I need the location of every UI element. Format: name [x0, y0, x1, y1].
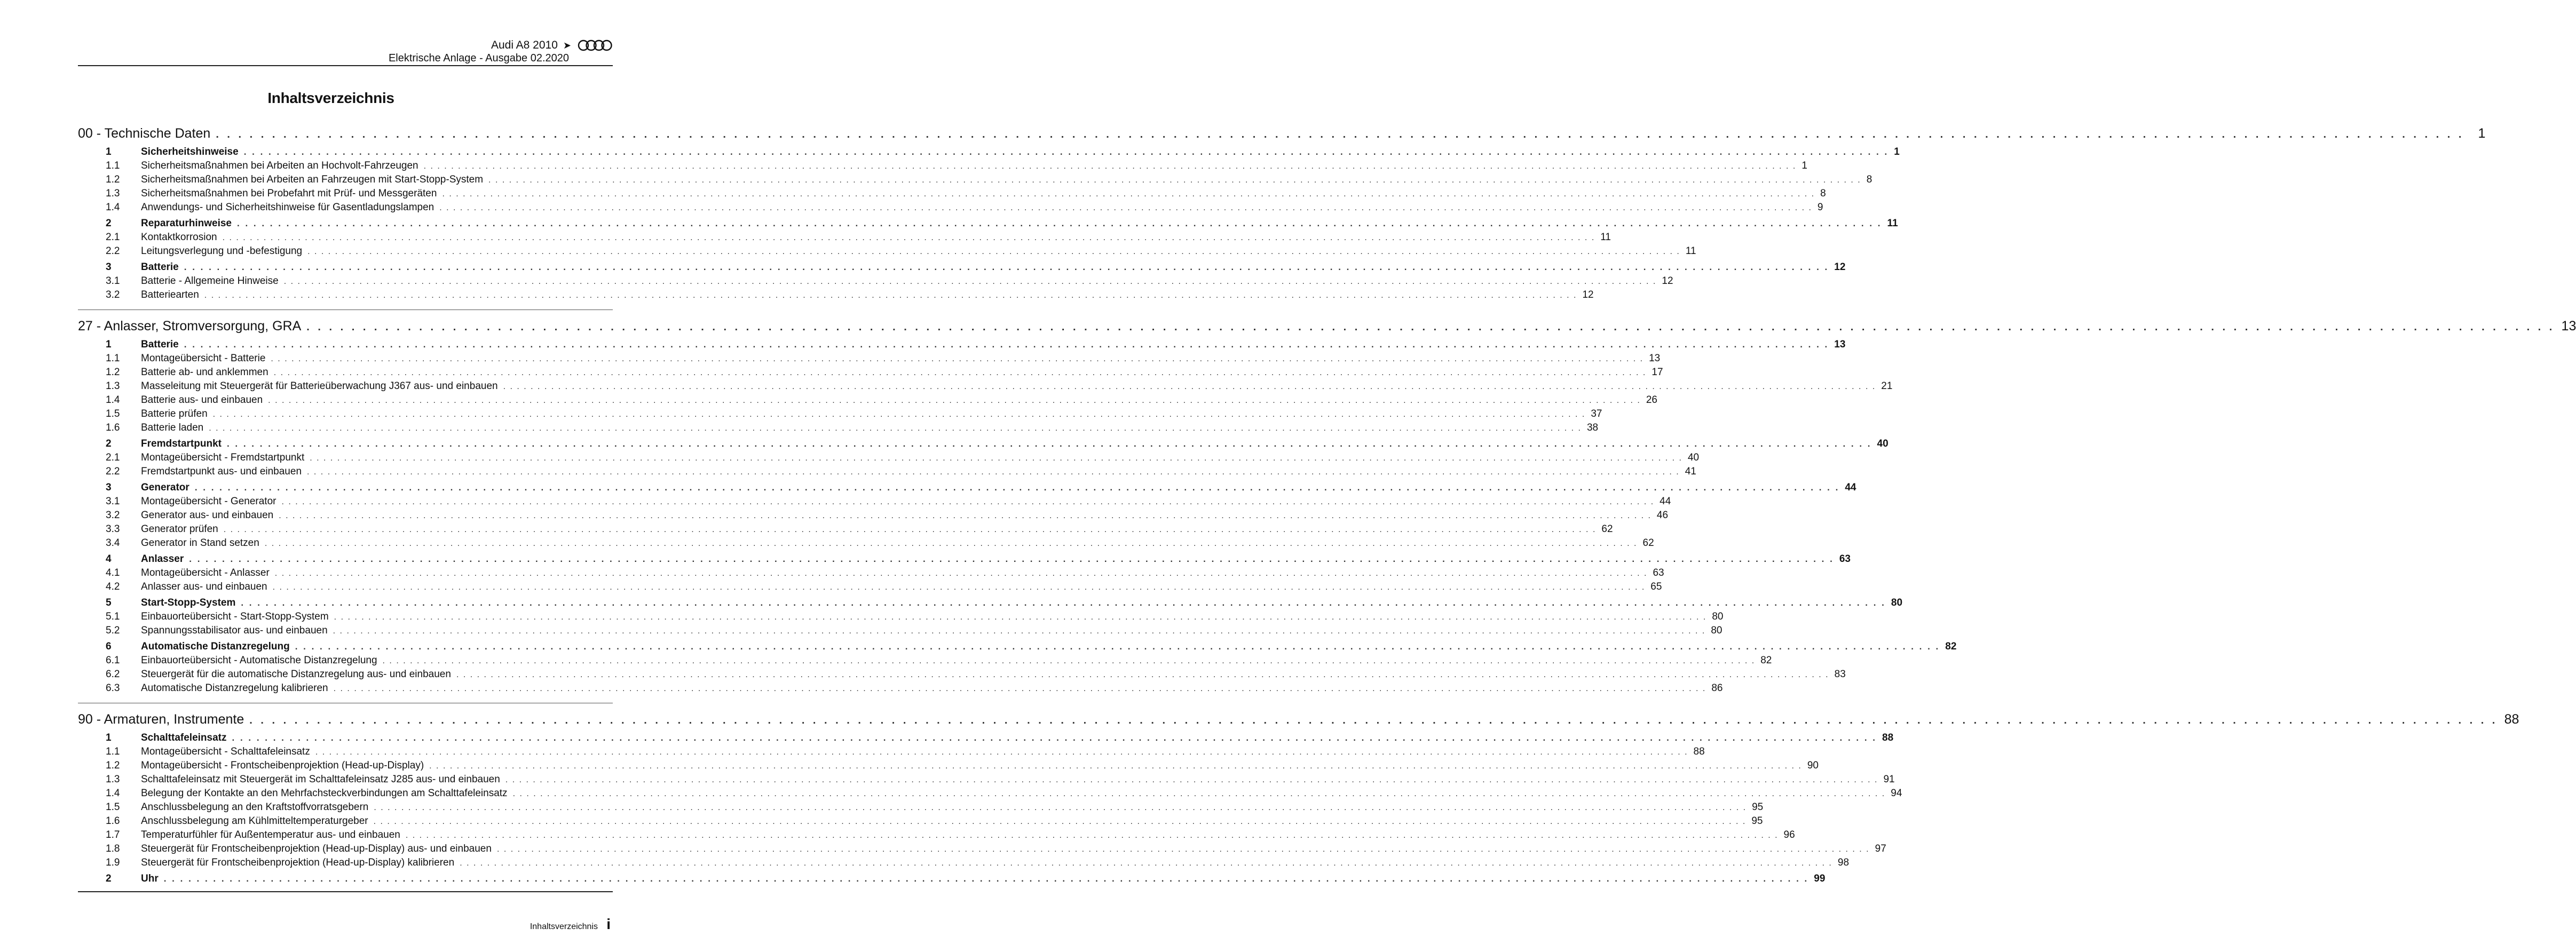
toc-title: Fremdstartpunkt — [141, 438, 222, 449]
toc-number: 1 — [106, 732, 112, 743]
toc-page-number: 12 — [1582, 289, 1594, 300]
subsection-entry[interactable] — [78, 788, 1902, 802]
dot-leader: . . . . . . . . . . . . . . . . . . . . . . . . . . . . . . . . . . . . . . . . . . . . . . . . . . . . . . . . . . . . . . . . . . . . . . . . . . . . . . . . . . . . . . . . . . . . . . . . . . . . . . . . . . . . . . . . . . . . . . . . . . . . . . . . . . . . . . . . . . . . . . . . . . . . . . . . . . . . . . . . . . . . . . . . . . . . . . . . . . . . . . . . . . . . . . . . . . . . . . . . — [306, 321, 2555, 333]
toc-page-number: 40 — [1877, 438, 1888, 449]
toc-page-number: 95 — [1751, 815, 1763, 827]
section-entry[interactable] — [78, 438, 1888, 452]
toc-page-number: 80 — [1891, 597, 1903, 608]
toc-title: Batterie laden — [141, 422, 204, 433]
toc-page-number: 82 — [1760, 655, 1772, 666]
toc-page-number: 97 — [1875, 843, 1886, 854]
dot-leader: . . . . . . . . . . . . . . . . . . . . . . . . . . . . . . . . . . . . . . . . . . . . . . . . . . . . . . . . . . . . . . . . . . . . . . . . . . . . . . . . . . . . . . . . . . . . . . . . . . . . . . . . . . . . . . . . . . . . . . . . . . . . . . . . . . . . . . . . . . . . . . . . . . . . . . . . . . . . . . . . . . . . . . . . . . . . . . . . . . . . . . . . . . . . . . . . . . . . . . . . — [209, 424, 1582, 433]
toc-title: 00 - Technische Daten — [78, 126, 211, 141]
toc-title: Automatische Distanzregelung — [141, 641, 290, 652]
toc-title: Schalttafeleinsatz mit Steuergerät im Schalttafeleinsatz J285 aus- und einbauen — [141, 774, 500, 785]
toc-number: 6.3 — [106, 683, 120, 694]
toc-page-number: 62 — [1642, 537, 1654, 549]
toc-number: 3.1 — [106, 496, 120, 507]
toc-page-number: 26 — [1646, 394, 1657, 406]
subsection-entry[interactable] — [78, 422, 1599, 436]
chapter-entry[interactable] — [78, 712, 2519, 730]
dot-leader: . . . . . . . . . . . . . . . . . . . . . . . . . . . . . . . . . . . . . . . . . . . . . . . . . . . . . . . . . . . . . . . . . . . . . . . . . . . . . . . . . . . . . . . . . . . . . . . . . . . . . . . . . . . . . . . . . . . . . . . . . . . . . . . . . . . . . . . . . . . . . . . . . . . . . . . . . . . . . . . . . . . . . . . . . . . . . . . . . . . . . . . . . . . . . . . . . . . . . . . . — [184, 262, 1829, 272]
chapter-entry[interactable] — [78, 319, 2576, 337]
subsection-entry[interactable] — [78, 567, 1664, 581]
toc-number: 2 — [106, 873, 112, 884]
toc-number: 1.2 — [106, 760, 120, 771]
dot-leader: . . . . . . . . . . . . . . . . . . . . . . . . . . . . . . . . . . . . . . . . . . . . . . . . . . . . . . . . . . . . . . . . . . . . . . . . . . . . . . . . . . . . . . . . . . . . . . . . . . . . . . . . . . . . . . . . . . . . . . . . . . . . . . . . . . . . . . . . . . . . . . . . . . . . . . . . . . . . . . . . . . . . . . . . . . . . . . . . . . . . . . . . . . . . . . . . . . . . . . . . — [488, 176, 1861, 185]
footer-page-number: i — [606, 916, 611, 932]
subsection-entry[interactable] — [78, 380, 1893, 394]
page-footer — [78, 917, 613, 933]
toc-page-number: 17 — [1652, 367, 1663, 378]
subsection-entry[interactable] — [78, 802, 1764, 815]
dot-leader: . . . . . . . . . . . . . . . . . . . . . . . . . . . . . . . . . . . . . . . . . . . . . . . . . . . . . . . . . . . . . . . . . . . . . . . . . . . . . . . . . . . . . . . . . . . . . . . . . . . . . . . . . . . . . . . . . . . . . . . . . . . . . . . . . . . . . . . . . . . . . . . . . . . . . . . . . . . . . . . . . . . . . . . . . . . . . . . . . . . . . . . . . . . . . . . . . . . . . . . . — [333, 626, 1706, 636]
dot-leader: . . . . . . . . . . . . . . . . . . . . . . . . . . . . . . . . . . . . . . . . . . . . . . . . . . . . . . . . . . . . . . . . . . . . . . . . . . . . . . . . . . . . . . . . . . . . . . . . . . . . . . . . . . . . . . . . . . . . . . . . . . . . . . . . . . . . . . . . . . . . . . . . . . . . . . . . . . . . . . . . . . . . . . . . . . . . . . . . . . . . . . . . . . . . . . . . . . . . . . . . — [194, 482, 1840, 493]
subsection-entry[interactable] — [78, 523, 1613, 537]
dot-leader: . . . . . . . . . . . . . . . . . . . . . . . . . . . . . . . . . . . . . . . . . . . . . . . . . . . . . . . . . . . . . . . . . . . . . . . . . . . . . . . . . . . . . . . . . . . . . . . . . . . . . . . . . . . . . . . . . . . . . . . . . . . . . . . . . . . . . . . . . . . . . . . . . . . . . . . . . . . . . . . . . . . . . . . . . . . . . . . . . . . . . . . . . . . . . . . . . . . . . . . . — [222, 233, 1595, 242]
toc-title: 27 - Anlasser, Stromversorgung, GRA — [78, 319, 302, 334]
toc-page-number: 80 — [1711, 625, 1722, 636]
toc-title: Belegung der Kontakte an den Mehrfachsteckverbindungen am Schalttafeleinsatz — [141, 788, 508, 799]
toc-page-number: 8 — [1820, 188, 1826, 199]
toc-page-number: 11 — [1685, 245, 1696, 257]
dot-leader: . . . . . . . . . . . . . . . . . . . . . . . . . . . . . . . . . . . . . . . . . . . . . . . . . . . . . . . . . . . . . . . . . . . . . . . . . . . . . . . . . . . . . . . . . . . . . . . . . . . . . . . . . . . . . . . . . . . . . . . . . . . . . . . . . . . . . . . . . . . . . . . . . . . . . . . . . . . . . . . . . . . . . . . . . . . . . . . . . . . . . . . . . . . . . . . . . . . . . . . . — [232, 733, 1877, 743]
dot-leader: . . . . . . . . . . . . . . . . . . . . . . . . . . . . . . . . . . . . . . . . . . . . . . . . . . . . . . . . . . . . . . . . . . . . . . . . . . . . . . . . . . . . . . . . . . . . . . . . . . . . . . . . . . . . . . . . . . . . . . . . . . . . . . . . . . . . . . . . . . . . . . . . . . . . . . . . . . . . . . . . . . . . . . . . . . . . . . . . . . . . . . . . . . . . . . . . . . . . . . . . — [268, 396, 1641, 405]
toc-page-number: 95 — [1752, 802, 1764, 813]
toc-number: 1.2 — [106, 367, 120, 378]
toc-title: Anschlussbelegung am Kühlmitteltemperaturgeber — [141, 815, 368, 827]
toc-title: Spannungsstabilisator aus- und einbauen — [141, 625, 328, 636]
section-entry[interactable] — [78, 261, 1846, 275]
toc-title: Steuergerät für die automatische Distanzregelung aus- und einbauen — [141, 669, 451, 680]
toc-page-number: 37 — [1591, 408, 1602, 419]
toc-page-number: 91 — [1883, 774, 1895, 785]
subsection-entry[interactable] — [78, 408, 1602, 422]
toc-number: 5.1 — [106, 611, 120, 622]
dot-leader: . . . . . . . . . . . . . . . . . . . . . . . . . . . . . . . . . . . . . . . . . . . . . . . . . . . . . . . . . . . . . . . . . . . . . . . . . . . . . . . . . . . . . . . . . . . . . . . . . . . . . . . . . . . . . . . . . . . . . . . . . . . . . . . . . . . . . . . . . . . . . . . . . . . . . . . . . . . . . . . . . . . . . . . . . . . . . . . . . . . . . . . . . . . . . . . . . . . . . . . . — [223, 525, 1597, 534]
toc-number: 6.1 — [106, 655, 120, 666]
toc-title: Start-Stopp-System — [141, 597, 236, 608]
toc-title: Montageübersicht - Frontscheibenprojektion (Head-up-Display) — [141, 760, 424, 771]
dot-leader: . . . . . . . . . . . . . . . . . . . . . . . . . . . . . . . . . . . . . . . . . . . . . . . . . . . . . . . . . . . . . . . . . . . . . . . . . . . . . . . . . . . . . . . . . . . . . . . . . . . . . . . . . . . . . . . . . . . . . . . . . . . . . . . . . . . . . . . . . . . . . . . . . . . . . . . . . . . . . . . . . . . . . . . . . . . . . . . . . . . . . . . . . . . . . . . . . . . . . . . . — [274, 569, 1648, 578]
subsection-entry[interactable] — [78, 774, 1895, 788]
toc-number: 6 — [106, 641, 112, 652]
toc-title: Einbauorteübersicht - Start-Stopp-System — [141, 611, 329, 622]
toc-page-number: 90 — [1807, 760, 1819, 771]
chapter-entry[interactable] — [78, 126, 2486, 144]
toc-number: 2 — [106, 438, 112, 449]
toc-page-number: 12 — [1834, 261, 1846, 273]
subsection-entry[interactable] — [78, 669, 1846, 683]
toc-title: Batteriearten — [141, 289, 199, 300]
dot-leader: . . . . . . . . . . . . . . . . . . . . . . . . . . . . . . . . . . . . . . . . . . . . . . . . . . . . . . . . . . . . . . . . . . . . . . . . . . . . . . . . . . . . . . . . . . . . . . . . . . . . . . . . . . . . . . . . . . . . . . . . . . . . . . . . . . . . . . . . . . . . . . . . . . . . . . . . . . . . . . . . . . . . . . . . . . . . . . . . . . . . . . . . . . . . . . . . . . . . . . . . — [189, 554, 1834, 564]
toc-title: Montageübersicht - Schalttafeleinsatz — [141, 746, 310, 757]
section-entry[interactable] — [78, 553, 1851, 567]
header-model: Audi A8 2010 — [491, 39, 558, 51]
subsection-entry[interactable] — [78, 625, 1722, 639]
toc-page-number: 41 — [1685, 466, 1696, 477]
subsection-entry[interactable] — [78, 275, 1673, 289]
toc-page-number: 65 — [1650, 581, 1662, 592]
header-model-line — [491, 38, 613, 52]
section-entry[interactable] — [78, 732, 1894, 746]
toc-page-number: 9 — [1817, 202, 1823, 213]
subsection-entry[interactable] — [78, 611, 1724, 625]
toc-title: Generator in Stand setzen — [141, 537, 259, 549]
subsection-entry[interactable] — [78, 202, 1823, 216]
dot-leader: . . . . . . . . . . . . . . . . . . . . . . . . . . . . . . . . . . . . . . . . . . . . . . . . . . . . . . . . . . . . . . . . . . . . . . . . . . . . . . . . . . . . . . . . . . . . . . . . . . . . . . . . . . . . . . . . . . . . . . . . . . . . . . . . . . . . . . . . . . . . . . . . . . . . . . . . . . . . . . . . . . . . . . . . . . . . . . . . . . . . . . . . . . . . . . . . . . . . . . . . — [307, 247, 1680, 256]
dot-leader: . . . . . . . . . . . . . . . . . . . . . . . . . . . . . . . . . . . . . . . . . . . . . . . . . . . . . . . . . . . . . . . . . . . . . . . . . . . . . . . . . . . . . . . . . . . . . . . . . . . . . . . . . . . . . . . . . . . . . . . . . . . . . . . . . . . . . . . . . . . . . . . . . . . . . . . . . . . . . . . . . . . . . . . . . . . . . . . . . . . . . . . . . . . . . . . . . . . . . . . . — [512, 789, 1886, 798]
toc-page-number: 13 — [1834, 339, 1846, 350]
toc-page-number: 13 — [2561, 319, 2576, 334]
toc-number: 6.2 — [106, 669, 120, 680]
toc-number: 1.5 — [106, 802, 120, 813]
toc-number: 1.3 — [106, 380, 120, 392]
toc-number: 1.3 — [106, 774, 120, 785]
toc-page-number: 13 — [1649, 353, 1661, 364]
dot-leader: . . . . . . . . . . . . . . . . . . . . . . . . . . . . . . . . . . . . . . . . . . . . . . . . . . . . . . . . . . . . . . . . . . . . . . . . . . . . . . . . . . . . . . . . . . . . . . . . . . . . . . . . . . . . . . . . . . . . . . . . . . . . . . . . . . . . . . . . . . . . . . . . . . . . . . . . . . . . . . . . . . . . . . . . . . . . . . . . . . . . . . . . . . . . . . . . . . . . . . . . — [272, 583, 1646, 592]
dot-leader: . . . . . . . . . . . . . . . . . . . . . . . . . . . . . . . . . . . . . . . . . . . . . . . . . . . . . . . . . . . . . . . . . . . . . . . . . . . . . . . . . . . . . . . . . . . . . . . . . . . . . . . . . . . . . . . . . . . . . . . . . . . . . . . . . . . . . . . . . . . . . . . . . . . . . . . . . . . . . . . . . . . . . . . . . . . . . . . . . . . . . . . . . . . . . . . . . . . . . . . . — [439, 203, 1812, 212]
toc-number: 1.4 — [106, 202, 120, 213]
toc-page-number: 1 — [1801, 160, 1807, 171]
dot-leader: . . . . . . . . . . . . . . . . . . . . . . . . . . . . . . . . . . . . . . . . . . . . . . . . . . . . . . . . . . . . . . . . . . . . . . . . . . . . . . . . . . . . . . . . . . . . . . . . . . . . . . . . . . . . . . . . . . . . . . . . . . . . . . . . . . . . . . . . . . . . . . . . . . . . . . . . . . . . . . . . . . . . . . . . . . . . . . . . . . . . . . . . . . . . . . . . . . . . . . . . — [279, 511, 1652, 520]
toc-title: Montageübersicht - Fremdstartpunkt — [141, 452, 305, 463]
toc-number: 1.1 — [106, 160, 120, 171]
toc-number: 1.8 — [106, 843, 120, 854]
toc-number: 3.2 — [106, 289, 120, 300]
dot-leader: . . . . . . . . . . . . . . . . . . . . . . . . . . . . . . . . . . . . . . . . . . . . . . . . . . . . . . . . . . . . . . . . . . . . . . . . . . . . . . . . . . . . . . . . . . . . . . . . . . . . . . . . . . . . . . . . . . . . . . . . . . . . . . . . . . . . . . . . . . . . . . . . . . . . . . . . . . . . . . . . . . . . . . . . . . . . . . . . . . . . . . . . . . . . . . . . . . . . . . . . — [216, 129, 2464, 140]
toc-number: 2.2 — [106, 245, 120, 257]
subsection-entry[interactable] — [78, 466, 1696, 480]
toc-number: 2 — [106, 218, 112, 229]
toc-page-number: 12 — [1662, 275, 1673, 287]
toc-page-number: 21 — [1881, 380, 1893, 392]
subsection-entry[interactable] — [78, 160, 1807, 174]
toc-number: 4.2 — [106, 581, 120, 592]
toc-number: 1.4 — [106, 788, 120, 799]
toc-number: 1.5 — [106, 408, 120, 419]
dot-leader: . . . . . . . . . . . . . . . . . . . . . . . . . . . . . . . . . . . . . . . . . . . . . . . . . . . . . . . . . . . . . . . . . . . . . . . . . . . . . . . . . . . . . . . . . . . . . . . . . . . . . . . . . . . . . . . . . . . . . . . . . . . . . . . . . . . . . . . . . . . . . . . . . . . . . . . . . . . . . . . . . . . . . . . . . . . . . . . . . . . . . . . . . . . . . . . . . . . . . . . . — [333, 684, 1706, 693]
toc-title: Generator — [141, 482, 189, 493]
toc-number: 2.1 — [106, 452, 120, 463]
toc-page-number: 44 — [1845, 482, 1856, 493]
toc-title: Anschlussbelegung an den Kraftstoffvorratsgebern — [141, 802, 369, 813]
toc-page-number: 46 — [1656, 510, 1669, 521]
toc-page-number: 99 — [1814, 873, 1826, 884]
dot-leader: . . . . . . . . . . . . . . . . . . . . . . . . . . . . . . . . . . . . . . . . . . . . . . . . . . . . . . . . . . . . . . . . . . . . . . . . . . . . . . . . . . . . . . . . . . . . . . . . . . . . . . . . . . . . . . . . . . . . . . . . . . . . . . . . . . . . . . . . . . . . . . . . . . . . . . . . . . . . . . . . . . . . . . . . . . . . . . . . . . . . . . . . . . . . . . . . . . . . . . . . — [405, 831, 1779, 840]
toc-page-number: 11 — [1887, 218, 1898, 229]
toc-title: Montageübersicht - Anlasser — [141, 567, 270, 578]
subsection-entry[interactable] — [78, 537, 1654, 551]
toc-number: 1.7 — [106, 829, 120, 840]
toc-number: 1.1 — [106, 746, 120, 757]
dot-leader: . . . . . . . . . . . . . . . . . . . . . . . . . . . . . . . . . . . . . . . . . . . . . . . . . . . . . . . . . . . . . . . . . . . . . . . . . . . . . . . . . . . . . . . . . . . . . . . . . . . . . . . . . . . . . . . . . . . . . . . . . . . . . . . . . . . . . . . . . . . . . . . . . . . . . . . . . . . . . . . . . . . . . . . . . . . . . . . . . . . . . . . . . . . . . . . . . . . . . . . . — [334, 613, 1707, 622]
subsection-entry[interactable] — [78, 829, 1795, 843]
dot-leader: . . . . . . . . . . . . . . . . . . . . . . . . . . . . . . . . . . . . . . . . . . . . . . . . . . . . . . . . . . . . . . . . . . . . . . . . . . . . . . . . . . . . . . . . . . . . . . . . . . . . . . . . . . . . . . . . . . . . . . . . . . . . . . . . . . . . . . . . . . . . . . . . . . . . . . . . . . . . . . . . . . . . . . . . . . . . . . . . . . . . . . . . . . . . . . . . . . . . . . . . — [315, 748, 1688, 757]
dot-leader: . . . . . . . . . . . . . . . . . . . . . . . . . . . . . . . . . . . . . . . . . . . . . . . . . . . . . . . . . . . . . . . . . . . . . . . . . . . . . . . . . . . . . . . . . . . . . . . . . . . . . . . . . . . . . . . . . . . . . . . . . . . . . . . . . . . . . . . . . . . . . . . . . . . . . . . . . . . . . . . . . . . . . . . . . . . . . . . . . . . . . . . . . . . . . . . . . . . . . . . . — [429, 762, 1802, 771]
dot-leader: . . . . . . . . . . . . . . . . . . . . . . . . . . . . . . . . . . . . . . . . . . . . . . . . . . . . . . . . . . . . . . . . . . . . . . . . . . . . . . . . . . . . . . . . . . . . . . . . . . . . . . . . . . . . . . . . . . . . . . . . . . . . . . . . . . . . . . . . . . . . . . . . . . . . . . . . . . . . . . . . . . . . . . . . . . . . . . . . . . . . . . . . . . . . . . . . . . . . . . . . — [243, 147, 1889, 157]
dot-leader: . . . . . . . . . . . . . . . . . . . . . . . . . . . . . . . . . . . . . . . . . . . . . . . . . . . . . . . . . . . . . . . . . . . . . . . . . . . . . . . . . . . . . . . . . . . . . . . . . . . . . . . . . . . . . . . . . . . . . . . . . . . . . . . . . . . . . . . . . . . . . . . . . . . . . . . . . . . . . . . . . . . . . . . . . . . . . . . . . . . . . . . . . . . . . . . . . . . . . . . . — [163, 874, 1809, 884]
toc-title: Sicherheitsmaßnahmen bei Arbeiten an Fahrzeugen mit Start-Stopp-System — [141, 174, 484, 185]
dot-leader: . . . . . . . . . . . . . . . . . . . . . . . . . . . . . . . . . . . . . . . . . . . . . . . . . . . . . . . . . . . . . . . . . . . . . . . . . . . . . . . . . . . . . . . . . . . . . . . . . . . . . . . . . . . . . . . . . . . . . . . . . . . . . . . . . . . . . . . . . . . . . . . . . . . . . . . . . . . . . . . . . . . . . . . . . . . . . . . . . . . . . . . . . . . . . . . . . . . . . . . . — [460, 859, 1832, 868]
toc-number: 3.2 — [106, 510, 120, 521]
toc-title: Generator aus- und einbauen — [141, 510, 274, 521]
toc-title: Batterie - Allgemeine Hinweise — [141, 275, 279, 287]
toc-title: Schalttafeleinsatz — [141, 732, 227, 743]
section-entry[interactable] — [78, 339, 1846, 353]
toc-title: Kontaktkorrosion — [141, 232, 217, 243]
toc-title: Montageübersicht - Generator — [141, 496, 276, 507]
subsection-entry[interactable] — [78, 353, 1661, 367]
toc-page-number: 88 — [1882, 732, 1894, 743]
dot-leader: . . . . . . . . . . . . . . . . . . . . . . . . . . . . . . . . . . . . . . . . . . . . . . . . . . . . . . . . . . . . . . . . . . . . . . . . . . . . . . . . . . . . . . . . . . . . . . . . . . . . . . . . . . . . . . . . . . . . . . . . . . . . . . . . . . . . . . . . . . . . . . . . . . . . . . . . . . . . . . . . . . . . . . . . . . . . . . . . . . . . . . . . . . . . . . . . . . . . . . . . — [283, 277, 1657, 286]
dot-leader: . . . . . . . . . . . . . . . . . . . . . . . . . . . . . . . . . . . . . . . . . . . . . . . . . . . . . . . . . . . . . . . . . . . . . . . . . . . . . . . . . . . . . . . . . . . . . . . . . . . . . . . . . . . . . . . . . . . . . . . . . . . . . . . . . . . . . . . . . . . . . . . . . . . . . . . . . . . . . . . . . . . . . . . . . . . . . . . . . . . . . . . . . . . . . . . . . . . . . . . . — [456, 670, 1829, 679]
toc-page-number: 1 — [1894, 146, 1900, 157]
subsection-entry[interactable] — [78, 289, 1594, 303]
subsection-entry[interactable] — [78, 581, 1662, 595]
dot-leader: . . . . . . . . . . . . . . . . . . . . . . . . . . . . . . . . . . . . . . . . . . . . . . . . . . . . . . . . . . . . . . . . . . . . . . . . . . . . . . . . . . . . . . . . . . . . . . . . . . . . . . . . . . . . . . . . . . . . . . . . . . . . . . . . . . . . . . . . . . . . . . . . . . . . . . . . . . . . . . . . . . . . . . . . . . . . . . . . . . . . . . . . . . . . . . . . . . . . . . . . — [374, 803, 1747, 812]
toc-title: 90 - Armaturen, Instrumente — [78, 712, 244, 727]
toc-title: Temperaturfühler für Außentemperatur aus- und einbauen — [141, 829, 400, 840]
section-entry[interactable] — [78, 482, 1856, 496]
toc-page-number: 44 — [1660, 496, 1671, 507]
audi-rings-icon — [578, 38, 613, 52]
toc-title: Batterie ab- und anklemmen — [141, 367, 268, 378]
toc-title: Sicherheitsmaßnahmen bei Probefahrt mit Prüf- und Messgeräten — [141, 188, 437, 199]
toc-title: Montageübersicht - Batterie — [141, 353, 266, 364]
dot-leader: . . . . . . . . . . . . . . . . . . . . . . . . . . . . . . . . . . . . . . . . . . . . . . . . . . . . . . . . . . . . . . . . . . . . . . . . . . . . . . . . . . . . . . . . . . . . . . . . . . . . . . . . . . . . . . . . . . . . . . . . . . . . . . . . . . . . . . . . . . . . . . . . . . . . . . . . . . . . . . . . . . . . . . . . . . . . . . . . . . . . . . . . . . . . . . . . . . . . . . . . — [505, 775, 1878, 784]
dot-leader: . . . . . . . . . . . . . . . . . . . . . . . . . . . . . . . . . . . . . . . . . . . . . . . . . . . . . . . . . . . . . . . . . . . . . . . . . . . . . . . . . . . . . . . . . . . . . . . . . . . . . . . . . . . . . . . . . . . . . . . . . . . . . . . . . . . . . . . . . . . . . . . . . . . . . . . . . . . . . . . . . . . . . . . . . . . . . . . . . . . . . . . . . . . . . . . . . . . . . . . . — [496, 845, 1870, 854]
subsection-entry[interactable] — [78, 174, 1872, 188]
subsection-entry[interactable] — [78, 760, 1819, 774]
subsection-entry[interactable] — [78, 655, 1772, 669]
toc-title: Automatische Distanzregelung kalibrieren — [141, 683, 328, 694]
dot-leader: . . . . . . . . . . . . . . . . . . . . . . . . . . . . . . . . . . . . . . . . . . . . . . . . . . . . . . . . . . . . . . . . . . . . . . . . . . . . . . . . . . . . . . . . . . . . . . . . . . . . . . . . . . . . . . . . . . . . . . . . . . . . . . . . . . . . . . . . . . . . . . . . . . . . . . . . . . . . . . . . . . . . . . . . . . . . . . . . . . . . . . . . . . . . . . . . . . . . . . . . — [264, 539, 1638, 548]
toc-title: Leitungsverlegung und -befestigung — [141, 245, 303, 257]
toc-title: Batterie aus- und einbauen — [141, 394, 263, 406]
dot-leader: . . . . . . . . . . . . . . . . . . . . . . . . . . . . . . . . . . . . . . . . . . . . . . . . . . . . . . . . . . . . . . . . . . . . . . . . . . . . . . . . . . . . . . . . . . . . . . . . . . . . . . . . . . . . . . . . . . . . . . . . . . . . . . . . . . . . . . . . . . . . . . . . . . . . . . . . . . . . . . . . . . . . . . . . . . . . . . . . . . . . . . . . . . . . . . . . . . . . . . . . — [442, 189, 1815, 199]
toc-page-number: 8 — [1866, 174, 1872, 185]
toc-title: Fremdstartpunkt aus- und einbauen — [141, 466, 302, 477]
toc-number: 1.6 — [106, 422, 120, 433]
toc-number: 1.4 — [106, 394, 120, 406]
toc-title: Batterie — [141, 261, 179, 273]
dot-leader: . . . . . . . . . . . . . . . . . . . . . . . . . . . . . . . . . . . . . . . . . . . . . . . . . . . . . . . . . . . . . . . . . . . . . . . . . . . . . . . . . . . . . . . . . . . . . . . . . . . . . . . . . . . . . . . . . . . . . . . . . . . . . . . . . . . . . . . . . . . . . . . . . . . . . . . . . . . . . . . . . . . . . . . . . . . . . . . . . . . . . . . . . . . . . . . . . . . . . . . . — [273, 368, 1647, 377]
table-of-contents — [78, 126, 2576, 901]
arrow-right-icon: ➤ — [563, 39, 571, 51]
toc-title: Steuergerät für Frontscheibenprojektion (Head-up-Display) kalibrieren — [141, 857, 455, 868]
toc-number: 4 — [106, 553, 112, 565]
toc-page-number: 62 — [1601, 523, 1613, 535]
dot-leader: . . . . . . . . . . . . . . . . . . . . . . . . . . . . . . . . . . . . . . . . . . . . . . . . . . . . . . . . . . . . . . . . . . . . . . . . . . . . . . . . . . . . . . . . . . . . . . . . . . . . . . . . . . . . . . . . . . . . . . . . . . . . . . . . . . . . . . . . . . . . . . . . . . . . . . . . . . . . . . . . . . . . . . . . . . . . . . . . . . . . . . . . . . . . . . . . . . . . . . . . — [295, 641, 1940, 652]
toc-page-number: 88 — [1693, 746, 1705, 757]
dot-leader: . . . . . . . . . . . . . . . . . . . . . . . . . . . . . . . . . . . . . . . . . . . . . . . . . . . . . . . . . . . . . . . . . . . . . . . . . . . . . . . . . . . . . . . . . . . . . . . . . . . . . . . . . . . . . . . . . . . . . . . . . . . . . . . . . . . . . . . . . . . . . . . . . . . . . . . . . . . . . . . . . . . . . . . . . . . . . . . . . . . . . . . . . . . . . . . . . . . . . . . . — [212, 410, 1586, 419]
subsection-entry[interactable] — [78, 815, 1763, 829]
toc-number: 1 — [106, 146, 112, 157]
toc-page-number: 86 — [1711, 683, 1723, 694]
toc-title: Anlasser — [141, 553, 184, 565]
dot-leader: . . . . . . . . . . . . . . . . . . . . . . . . . . . . . . . . . . . . . . . . . . . . . . . . . . . . . . . . . . . . . . . . . . . . . . . . . . . . . . . . . . . . . . . . . . . . . . . . . . . . . . . . . . . . . . . . . . . . . . . . . . . . . . . . . . . . . . . . . . . . . . . . . . . . . . . . . . . . . . . . . . . . . . . . . . . . . . . . . . . . . . . . . . . . . . . . . . . . . . . . — [373, 817, 1747, 826]
dot-leader: . . . . . . . . . . . . . . . . . . . . . . . . . . . . . . . . . . . . . . . . . . . . . . . . . . . . . . . . . . . . . . . . . . . . . . . . . . . . . . . . . . . . . . . . . . . . . . . . . . . . . . . . . . . . . . . . . . . . . . . . . . . . . . . . . . . . . . . . . . . . . . . . . . . . . . . . . . . . . . . . . . . . . . . . . . . . . . . . . . . . . . . . . . . . . . . . . . . . . . . . — [382, 656, 1756, 665]
toc-number: 4.1 — [106, 567, 120, 578]
toc-number: 3.3 — [106, 523, 120, 535]
subsection-entry[interactable] — [78, 746, 1705, 760]
toc-title: Reparaturhinweise — [141, 218, 232, 229]
section-entry[interactable] — [78, 873, 1826, 887]
dot-leader: . . . . . . . . . . . . . . . . . . . . . . . . . . . . . . . . . . . . . . . . . . . . . . . . . . . . . . . . . . . . . . . . . . . . . . . . . . . . . . . . . . . . . . . . . . . . . . . . . . . . . . . . . . . . . . . . . . . . . . . . . . . . . . . . . . . . . . . . . . . . . . . . . . . . . . . . . . . . . . . . . . . . . . . . . . . . . . . . . . . . . . . . . . . . . . . . . . . . . . . . — [184, 339, 1829, 350]
toc-number: 3 — [106, 482, 112, 493]
subsection-entry[interactable] — [78, 843, 1886, 857]
toc-page-number: 82 — [1945, 641, 1957, 652]
toc-title: Sicherheitsmaßnahmen bei Arbeiten an Hochvolt-Fahrzeugen — [141, 160, 418, 171]
dot-leader: . . . . . . . . . . . . . . . . . . . . . . . . . . . . . . . . . . . . . . . . . . . . . . . . . . . . . . . . . . . . . . . . . . . . . . . . . . . . . . . . . . . . . . . . . . . . . . . . . . . . . . . . . . . . . . . . . . . . . . . . . . . . . . . . . . . . . . . . . . . . . . . . . . . . . . . . . . . . . . . . . . . . . . . . . . . . . . . . . . . . . . . . . . . . . . . . . . . . . . . . — [281, 497, 1655, 506]
toc-number: 1.3 — [106, 188, 120, 199]
toc-page-number: 80 — [1712, 611, 1724, 622]
subsection-entry[interactable] — [78, 857, 1850, 871]
toc-page-number: 40 — [1687, 452, 1700, 463]
dot-leader: . . . . . . . . . . . . . . . . . . . . . . . . . . . . . . . . . . . . . . . . . . . . . . . . . . . . . . . . . . . . . . . . . . . . . . . . . . . . . . . . . . . . . . . . . . . . . . . . . . . . . . . . . . . . . . . . . . . . . . . . . . . . . . . . . . . . . . . . . . . . . . . . . . . . . . . . . . . . . . . . . . . . . . . . . . . . . . . . . . . . . . . . . . . . . . . . . . . . . . . . — [310, 454, 1682, 463]
toc-title: Uhr — [141, 873, 159, 884]
toc-page-number: 1 — [2478, 126, 2486, 141]
subsection-entry[interactable] — [78, 683, 1723, 696]
chapter-block — [78, 126, 2486, 310]
page-title: Inhaltsverzeichnis — [267, 90, 394, 106]
toc-title: Steuergerät für Frontscheibenprojektion (Head-up-Display) aus- und einbauen — [141, 843, 492, 854]
toc-title: Generator prüfen — [141, 523, 218, 535]
section-entry[interactable] — [78, 597, 1903, 611]
toc-page-number: 63 — [1653, 567, 1664, 578]
toc-number: 5.2 — [106, 625, 120, 636]
section-entry[interactable] — [78, 218, 1898, 232]
toc-page-number: 83 — [1834, 669, 1846, 680]
dot-leader: . . . . . . . . . . . . . . . . . . . . . . . . . . . . . . . . . . . . . . . . . . . . . . . . . . . . . . . . . . . . . . . . . . . . . . . . . . . . . . . . . . . . . . . . . . . . . . . . . . . . . . . . . . . . . . . . . . . . . . . . . . . . . . . . . . . . . . . . . . . . . . . . . . . . . . . . . . . . . . . . . . . . . . . . . . . . . . . . . . . . . . . . . . . . . . . . . . . . . . . . — [241, 598, 1886, 608]
subsection-entry[interactable] — [78, 394, 1657, 408]
section-entry[interactable] — [78, 641, 1957, 655]
subsection-entry[interactable] — [78, 367, 1663, 380]
toc-page-number: 94 — [1891, 788, 1902, 799]
toc-page-number: 11 — [1600, 232, 1611, 243]
toc-number: 2.1 — [106, 232, 120, 243]
dot-leader: . . . . . . . . . . . . . . . . . . . . . . . . . . . . . . . . . . . . . . . . . . . . . . . . . . . . . . . . . . . . . . . . . . . . . . . . . . . . . . . . . . . . . . . . . . . . . . . . . . . . . . . . . . . . . . . . . . . . . . . . . . . . . . . . . . . . . . . . . . . . . . . . . . . . . . . . . . . . . . . . . . . . . . . . . . . . . . . . . . . . . . . . . . . . . . . . . . . . . . . . — [503, 382, 1876, 391]
chapter-block — [78, 712, 2519, 892]
toc-number: 3 — [106, 261, 112, 273]
page-header — [78, 35, 613, 66]
dot-leader: . . . . . . . . . . . . . . . . . . . . . . . . . . . . . . . . . . . . . . . . . . . . . . . . . . . . . . . . . . . . . . . . . . . . . . . . . . . . . . . . . . . . . . . . . . . . . . . . . . . . . . . . . . . . . . . . . . . . . . . . . . . . . . . . . . . . . . . . . . . . . . . . . . . . . . . . . . . . . . . . . . . . . . . . . . . . . . . . . . . . . . . . . . . . . . . . . . . . . . . . — [307, 467, 1680, 477]
toc-number: 1.1 — [106, 353, 120, 364]
section-entry[interactable] — [78, 146, 1900, 160]
toc-number: 5 — [106, 597, 112, 608]
chapter-block — [78, 319, 2576, 703]
subsection-entry[interactable] — [78, 245, 1696, 259]
toc-number: 3.1 — [106, 275, 120, 287]
toc-title: Masseleitung mit Steuergerät für Batterieüberwachung J367 aus- und einbauen — [141, 380, 498, 392]
dot-leader: . . . . . . . . . . . . . . . . . . . . . . . . . . . . . . . . . . . . . . . . . . . . . . . . . . . . . . . . . . . . . . . . . . . . . . . . . . . . . . . . . . . . . . . . . . . . . . . . . . . . . . . . . . . . . . . . . . . . . . . . . . . . . . . . . . . . . . . . . . . . . . . . . . . . . . . . . . . . . . . . . . . . . . . . . . . . . . . . . . . . . . . . . . . . . . . . . . . . . . . . — [271, 354, 1644, 363]
toc-title: Sicherheitshinweise — [141, 146, 239, 157]
dot-leader: . . . . . . . . . . . . . . . . . . . . . . . . . . . . . . . . . . . . . . . . . . . . . . . . . . . . . . . . . . . . . . . . . . . . . . . . . . . . . . . . . . . . . . . . . . . . . . . . . . . . . . . . . . . . . . . . . . . . . . . . . . . . . . . . . . . . . . . . . . . . . . . . . . . . . . . . . . . . . . . . . . . . . . . . . . . . . . . . . . . . . . . . . . . . . . . . . . . . . . . . — [237, 218, 1882, 228]
footer-label: Inhaltsverzeichnis — [530, 922, 598, 931]
subsection-entry[interactable] — [78, 188, 1826, 202]
dot-leader: . . . . . . . . . . . . . . . . . . . . . . . . . . . . . . . . . . . . . . . . . . . . . . . . . . . . . . . . . . . . . . . . . . . . . . . . . . . . . . . . . . . . . . . . . . . . . . . . . . . . . . . . . . . . . . . . . . . . . . . . . . . . . . . . . . . . . . . . . . . . . . . . . . . . . . . . . . . . . . . . . . . . . . . . . . . . . . . . . . . . . . . . . . . . . . . . . . . . . . . . — [249, 715, 2498, 726]
toc-title: Batterie — [141, 339, 179, 350]
subsection-entry[interactable] — [78, 510, 1669, 523]
toc-page-number: 63 — [1839, 553, 1851, 565]
toc-title: Anlasser aus- und einbauen — [141, 581, 267, 592]
dot-leader: . . . . . . . . . . . . . . . . . . . . . . . . . . . . . . . . . . . . . . . . . . . . . . . . . . . . . . . . . . . . . . . . . . . . . . . . . . . . . . . . . . . . . . . . . . . . . . . . . . . . . . . . . . . . . . . . . . . . . . . . . . . . . . . . . . . . . . . . . . . . . . . . . . . . . . . . . . . . . . . . . . . . . . . . . . . . . . . . . . . . . . . . . . . . . . . . . . . . . . . . — [204, 291, 1577, 300]
header-subtitle: Elektrische Anlage - Ausgabe 02.2020 — [388, 52, 569, 64]
dot-leader: . . . . . . . . . . . . . . . . . . . . . . . . . . . . . . . . . . . . . . . . . . . . . . . . . . . . . . . . . . . . . . . . . . . . . . . . . . . . . . . . . . . . . . . . . . . . . . . . . . . . . . . . . . . . . . . . . . . . . . . . . . . . . . . . . . . . . . . . . . . . . . . . . . . . . . . . . . . . . . . . . . . . . . . . . . . . . . . . . . . . . . . . . . . . . . . . . . . . . . . . — [423, 162, 1797, 171]
toc-title: Einbauorteübersicht - Automatische Distanzregelung — [141, 655, 377, 666]
toc-page-number: 96 — [1783, 829, 1795, 840]
dot-leader: . . . . . . . . . . . . . . . . . . . . . . . . . . . . . . . . . . . . . . . . . . . . . . . . . . . . . . . . . . . . . . . . . . . . . . . . . . . . . . . . . . . . . . . . . . . . . . . . . . . . . . . . . . . . . . . . . . . . . . . . . . . . . . . . . . . . . . . . . . . . . . . . . . . . . . . . . . . . . . . . . . . . . . . . . . . . . . . . . . . . . . . . . . . . . . . . . . . . . . . . — [226, 439, 1872, 449]
toc-number: 1.2 — [106, 174, 120, 185]
toc-title: Batterie prüfen — [141, 408, 208, 419]
toc-page-number: 98 — [1837, 857, 1850, 868]
toc-title: Anwendungs- und Sicherheitshinweise für Gasentladungslampen — [141, 202, 434, 213]
toc-number: 2.2 — [106, 466, 120, 477]
toc-page-number: 88 — [2504, 712, 2519, 727]
subsection-entry[interactable] — [78, 232, 1611, 245]
toc-number: 3.4 — [106, 537, 120, 549]
toc-page-number: 38 — [1586, 422, 1599, 433]
subsection-entry[interactable] — [78, 496, 1671, 510]
toc-number: 1.9 — [106, 857, 120, 868]
subsection-entry[interactable] — [78, 452, 1700, 466]
toc-number: 1 — [106, 339, 112, 350]
toc-number: 1.6 — [106, 815, 120, 827]
